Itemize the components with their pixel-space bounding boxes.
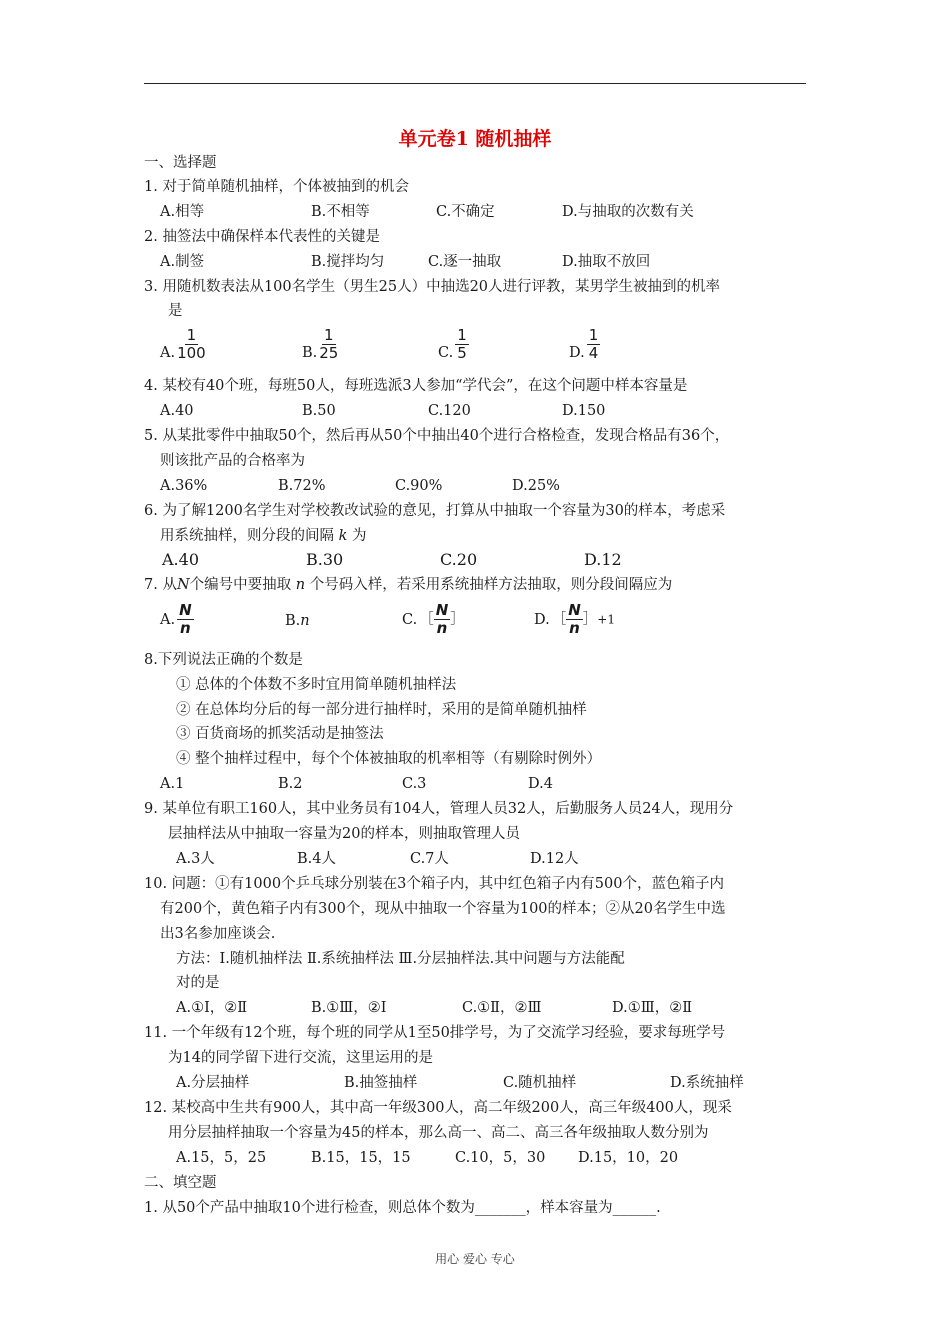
- q3-option-d: D. $\frac{1}{4}$: [569, 326, 599, 362]
- q8-option-c: C.3: [402, 776, 427, 792]
- q8-statement-1: ① 总体的个体数不多时宜用简单随机抽样法: [176, 677, 457, 693]
- q10-stem-line1: 10. 问题：①有1000个乒乓球分别装在3个箱子内，其中红色箱子内有500个，蓝色箱子内: [144, 876, 724, 892]
- q3-stem-line2: 是: [168, 303, 183, 319]
- q1-option-c: C.不确定: [436, 204, 495, 220]
- q3-stem-line1: 3. 用随机数表法从100名学生（男生25人）中抽选20人进行评教，某男学生被抽到的机率: [144, 279, 721, 295]
- q9-stem-line2: 层抽样法从中抽取一容量为20的样本，则抽取管理人员: [168, 826, 520, 842]
- section-choice-heading: 一、选择题: [144, 155, 217, 171]
- q5-option-c: C.90%: [395, 478, 443, 494]
- q8-option-a: A.1: [160, 776, 185, 792]
- q10-option-c: C.①Ⅱ，②Ⅲ: [462, 1000, 542, 1016]
- q9-option-d: D.12人: [530, 851, 579, 867]
- page-footer: 用心 爱心 专心: [435, 1252, 515, 1266]
- q1-option-b: B.不相等: [311, 204, 370, 220]
- section-fill-heading: 二、填空题: [144, 1175, 217, 1191]
- q2-option-c: C.逐一抽取: [428, 254, 502, 270]
- q7-option-c: C. ［ $\frac{N}{n}$ ］: [402, 601, 465, 637]
- fraction: $\frac{1}{5}$: [457, 326, 467, 362]
- q8-statement-4: ④ 整个抽样过程中，每个个体被抽取的机率相等（有剔除时例外）: [176, 751, 602, 767]
- q6-option-a: A.40: [162, 550, 199, 569]
- q1-option-d: D.与抽取的次数有关: [562, 204, 694, 220]
- q1-option-a: A.相等: [160, 204, 205, 220]
- fraction: $\frac{N}{n}$: [568, 601, 581, 637]
- q8-option-d: D.4: [528, 776, 553, 792]
- q11-option-b: B.抽签抽样: [344, 1075, 418, 1091]
- q6-option-c: C.20: [440, 550, 478, 569]
- q10-stem-line5: 对的是: [176, 975, 220, 991]
- q8-stem: 8.下列说法正确的个数是: [144, 652, 303, 668]
- q10-option-d: D.①Ⅲ，②Ⅱ: [612, 1000, 693, 1016]
- q6-option-d: D.12: [584, 550, 622, 569]
- page-title: 单元卷1 随机抽样: [398, 128, 552, 150]
- fraction: $\frac{1}{4}$: [588, 326, 599, 362]
- fraction: $\frac{1}{25}$: [319, 326, 339, 362]
- q7-option-b: B.n: [285, 613, 310, 629]
- q12-option-c: C.10，5，30: [455, 1150, 546, 1166]
- q10-stem-line2: 有200个，黄色箱子内有300个，现从中抽取一个容量为100的样本；②从20名学生中选: [160, 901, 726, 917]
- q8-option-b: B.2: [278, 776, 303, 792]
- q4-stem: 4. 某校有40个班，每班50人，每班选派3人参加“学代会”，在这个问题中样本容量是: [144, 378, 688, 394]
- q4-option-b: B.50: [302, 403, 336, 419]
- q7-stem: 7. 从N个编号中要抽取 n 个号码入样，若采用系统抽样方法抽取，则分段间隔应为: [144, 577, 673, 593]
- q7-option-a: A. $\frac{N}{n}$: [160, 601, 192, 637]
- q10-option-b: B.①Ⅲ，②Ⅰ: [311, 1000, 387, 1016]
- q2-stem: 2. 抽签法中确保样本代表性的关键是: [144, 229, 380, 245]
- q2-option-a: A.制签: [160, 254, 205, 270]
- q2-option-d: D.抽取不放回: [562, 254, 651, 270]
- q12-option-b: B.15，15，15: [311, 1150, 411, 1166]
- q9-option-c: C.7人: [410, 851, 449, 867]
- q8-statement-3: ③ 百货商场的抓奖活动是抽签法: [176, 726, 384, 742]
- q12-stem-line2: 用分层抽样抽取一个容量为45的样本，那么高一、高二、高三各年级抽取人数分别为: [168, 1125, 709, 1141]
- q12-option-d: D.15，10，20: [578, 1150, 679, 1166]
- q4-option-c: C.120: [428, 403, 471, 419]
- q11-stem-line1: 11. 一个年级有12个班，每个班的同学从1至50排学号，为了交流学习经验，要求每班学号: [144, 1025, 726, 1041]
- q6-stem-line1: 6. 为了解1200名学生对学校教改试验的意见，打算从中抽取一个容量为30的样本，考虑采: [144, 503, 726, 519]
- q10-stem-line4: 方法：Ⅰ.随机抽样法 Ⅱ.系统抽样法 Ⅲ.分层抽样法.其中问题与方法能配: [176, 951, 625, 967]
- q2-option-b: B.搅拌均匀: [311, 254, 385, 270]
- q4-option-d: D.150: [562, 403, 606, 419]
- fraction: $\frac{1}{100}$: [177, 326, 206, 362]
- fraction: $\frac{N}{n}$: [435, 601, 449, 637]
- q4-option-a: A.40: [160, 403, 194, 419]
- q9-option-a: A.3人: [176, 851, 215, 867]
- q7-option-d: D. ［ $\frac{N}{n}$ ］+1: [534, 601, 615, 637]
- q3-option-a: A. $\frac{1}{100}$: [160, 326, 206, 362]
- q5-stem-line1: 5. 从某批零件中抽取50个，然后再从50个中抽出40个进行合格检查，发现合格品有36个，: [144, 428, 730, 444]
- q5-option-d: D.25%: [512, 478, 560, 494]
- q6-option-b: B.30: [306, 550, 344, 569]
- q10-option-a: A.①Ⅰ，②Ⅱ: [176, 1000, 248, 1016]
- q5-stem-line2: 则该批产品的合格率为: [160, 453, 305, 469]
- q8-statement-2: ② 在总体均分后的每一部分进行抽样时，采用的是简单随机抽样: [176, 702, 587, 718]
- q11-option-a: A.分层抽样: [176, 1075, 250, 1091]
- header-rule: [144, 83, 806, 84]
- q6-stem-line2: 用系统抽样，则分段的间隔 k 为: [160, 528, 367, 544]
- fill-q1: 1. 从50个产品中抽取10个进行检查，则总体个数为_______，样本容量为______.: [144, 1200, 661, 1216]
- q12-stem-line1: 12. 某校高中生共有900人，其中高一年级300人，高二年级200人，高三年级400人，现采: [144, 1100, 732, 1116]
- q11-option-c: C.随机抽样: [503, 1075, 577, 1091]
- q10-stem-line3: 出3名参加座谈会.: [160, 926, 276, 942]
- q11-option-d: D.系统抽样: [670, 1075, 744, 1091]
- q3-option-c: C. $\frac{1}{5}$: [438, 326, 467, 362]
- fraction: $\frac{N}{n}$: [179, 601, 192, 637]
- q9-stem-line1: 9. 某单位有职工160人，其中业务员有104人，管理人员32人，后勤服务人员24人，现用分: [144, 801, 734, 817]
- q11-stem-line2: 为14的同学留下进行交流，这里运用的是: [168, 1050, 433, 1066]
- q1-stem: 1. 对于简单随机抽样，个体被抽到的机会: [144, 179, 409, 195]
- q5-option-a: A.36%: [160, 478, 208, 494]
- q9-option-b: B.4人: [297, 851, 336, 867]
- q5-option-b: B.72%: [278, 478, 326, 494]
- q12-option-a: A.15，5，25: [176, 1150, 267, 1166]
- q3-option-b: B. $\frac{1}{25}$: [302, 326, 339, 362]
